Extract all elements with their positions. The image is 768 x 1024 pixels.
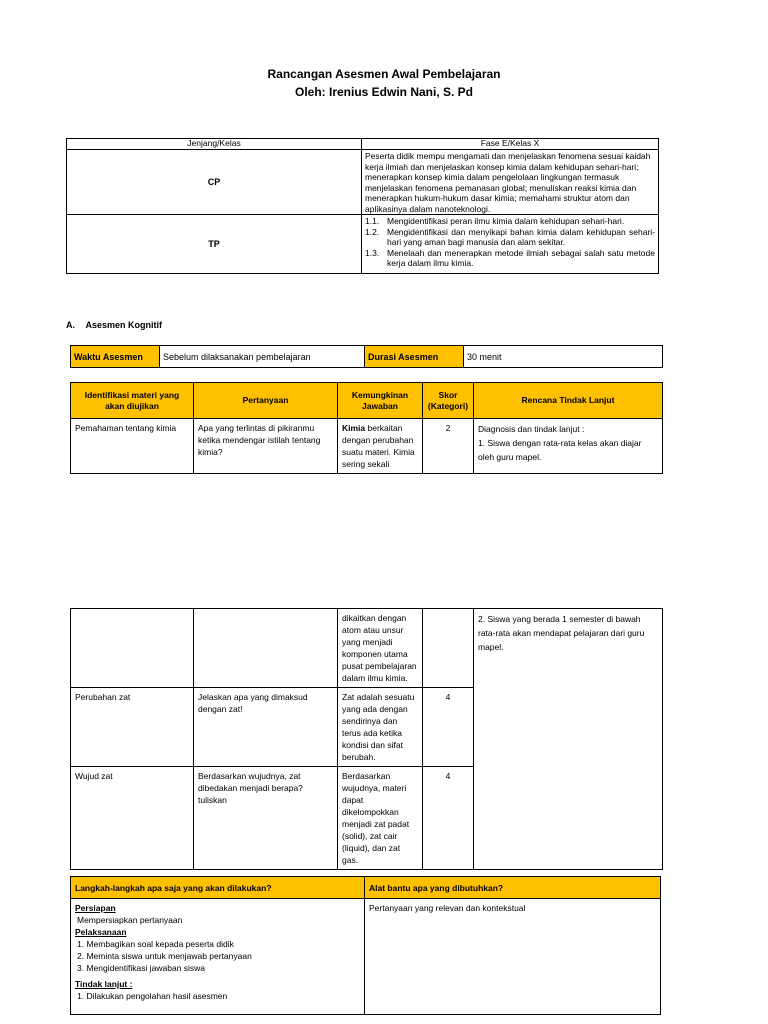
tp-list	[362, 215, 659, 274]
section-a-title: Asesmen Kognitif	[85, 320, 163, 330]
row1-rencana: Diagnosis dan tindak lanjut : 1. Siswa dengan rata-rata kelas akan diajar oleh guru mapel.	[474, 419, 663, 474]
row3-skor: 4	[423, 767, 474, 870]
cp-text: Peserta didik mempu mengamati dan menjelaskan fenomena sesuai kaidah kerja ilmiah dan menjelaskan konsep kimia dalam kehidupan sehari-hari; menerapkan konsep kimia dalam pengelolaan lingkungan termasuk menjelaskan fenomena pemanasan global; menuliskan reaksi kimia dan menerapkan hukum-hukum dasar kimia; memahami struktur atom dan aplikasinya dalam nanoteknologi.	[362, 150, 659, 215]
row2-jawaban: Zat adalah sesuatu yang ada dengan sendirinya dan terus ada ketika kondisi dan sifat berubah.	[338, 688, 423, 767]
header-jawaban: Kemungkinan Jawaban	[338, 383, 423, 419]
pelaksanaan-title: Pelaksanaan	[75, 927, 127, 937]
header-skor: Skor (Kategori)	[423, 383, 474, 419]
steps-header-left: Langkah-langkah apa saja yang akan dilakukan?	[71, 877, 365, 899]
waktu-label: Waktu Asesmen	[71, 346, 160, 368]
list-item: 1. Membagikan soal kepada peserta didik	[77, 939, 234, 949]
assessment-table	[70, 382, 663, 474]
list-item: 2. Meminta siswa untuk menjawab pertanyaan	[77, 951, 252, 961]
assessment-table-continued	[70, 608, 663, 870]
persiapan-text: Mempersiapkan pertanyaan	[77, 915, 183, 925]
row2-materi: Perubahan zat	[71, 688, 194, 767]
tindak-title: Tindak lanjut :	[75, 979, 133, 989]
section-a-label: A.	[66, 320, 75, 330]
table-row	[71, 419, 663, 474]
document-title: Rancangan Asesmen Awal Pembelajaran	[267, 67, 501, 81]
persiapan-title: Persiapan	[75, 903, 116, 913]
waktu-value: Sebelum dilaksanakan pembelajaran	[160, 346, 365, 368]
header-materi: Identifikasi materi yang akan diujikan	[71, 383, 194, 419]
steps-header-right: Alat bantu apa yang dibutuhkan?	[365, 877, 661, 899]
tp-label: TP	[67, 215, 362, 274]
tp-item: 1.3. Menelaah dan menerapkan metode ilmiah sebagai salah satu metode kerja dalam ilmu kimia.	[365, 247, 655, 268]
document-author: Oleh: Irenius Edwin Nani, S. Pd	[294, 85, 474, 99]
info-header-level: Jenjang/Kelas	[67, 139, 362, 150]
list-item: 1. Dilakukan pengolahan hasil asesmen	[77, 991, 228, 1001]
tp-item: 1.1. Mengidentifikasi peran ilmu kimia dalam kehidupan sehari-hari.	[365, 216, 625, 226]
row0-jawaban: dikaitkan dengan atom atau unsur yang menjadi komponen utama pusat pembelajaran dalam ilmu kimia.	[338, 609, 423, 688]
row1-pertanyaan: Apa yang terlintas di pikiranmu ketika mendengar istilah tentang kimia?	[194, 419, 338, 474]
row3-jawaban: Berdasarkan wujudnya, materi dapat dikelompokkan menjadi zat padat (solid), zat cair (liquid), dan zat gas.	[338, 767, 423, 870]
row3-materi: Wujud zat	[71, 767, 194, 870]
steps-table	[70, 876, 661, 1015]
header-rencana: Rencana Tindak Lanjut	[474, 383, 663, 419]
cp-label: CP	[67, 150, 362, 215]
header-pertanyaan: Pertanyaan	[194, 383, 338, 419]
row2-skor: 4	[423, 688, 474, 767]
steps-content	[71, 899, 365, 1015]
durasi-value: 30 menit	[464, 346, 663, 368]
section-a-heading	[66, 320, 162, 330]
tp-item: 1.2. Mengidentifikasi dan menyikapi bahan kimia dalam kehidupan sehari-hari yang aman bagi manusia dan alam sekitar.	[365, 226, 655, 247]
alat-text: Pertanyaan yang relevan dan kontekstual	[365, 899, 661, 1015]
row0-rencana: 2. Siswa yang berada 1 semester di bawah rata-rata akan mendapat pelajaran dari guru mapel.	[474, 609, 663, 870]
row3-pertanyaan: Berdasarkan wujudnya, zat dibedakan menjadi berapa? tuliskan	[194, 767, 338, 870]
row2-pertanyaan: Jelaskan apa yang dimaksud dengan zat!	[194, 688, 338, 767]
table-row	[71, 609, 663, 688]
info-table	[66, 138, 659, 274]
row1-jawaban: Kimia berkaitan dengan perubahan suatu materi. Kimia sering sekali	[338, 419, 423, 474]
list-item: 3. Mengidentifikasi jawaban siswa	[77, 963, 206, 973]
info-header-phase: Fase E/Kelas X	[362, 139, 659, 150]
row1-skor: 2	[423, 419, 474, 474]
durasi-label: Durasi Asesmen	[365, 346, 464, 368]
row1-materi: Pemahaman tentang kimia	[71, 419, 194, 474]
time-table	[70, 345, 663, 368]
